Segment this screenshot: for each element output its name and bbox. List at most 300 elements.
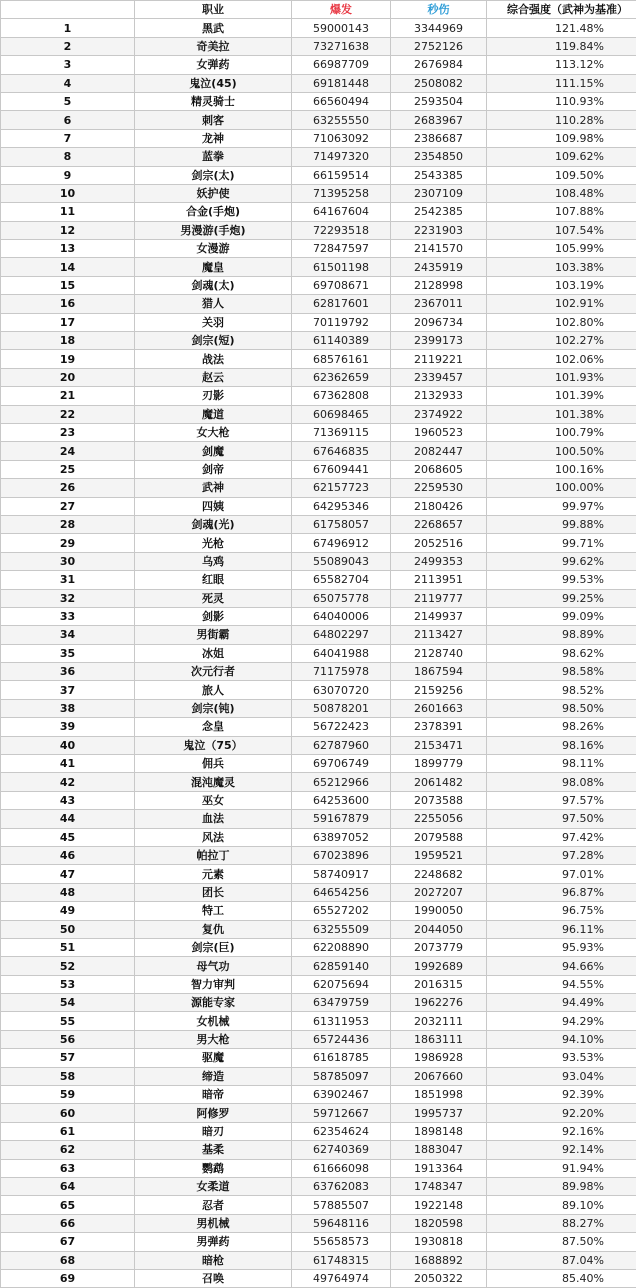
table-row (1, 699, 636, 717)
rank-cell: 30 (1, 552, 135, 570)
rank-cell: 35 (1, 644, 135, 662)
score-cell: 92.16% (487, 1122, 636, 1140)
table-row (1, 460, 636, 478)
score-cell: 97.01% (487, 865, 636, 883)
score-cell: 113.12% (487, 56, 636, 74)
class-name-cell: 赵云 (135, 368, 292, 386)
dps-cell: 1913364 (391, 1159, 487, 1177)
rank-cell: 40 (1, 736, 135, 754)
table-row (1, 111, 636, 129)
burst-cell: 71497320 (292, 148, 391, 166)
dps-cell: 1863111 (391, 1030, 487, 1048)
table-row (1, 1269, 636, 1287)
burst-cell: 62817601 (292, 295, 391, 313)
class-name-cell: 缔造 (135, 1067, 292, 1085)
burst-cell: 61618785 (292, 1049, 391, 1067)
class-name-cell: 暗刃 (135, 1122, 292, 1140)
dps-cell: 2067660 (391, 1067, 487, 1085)
table-row (1, 350, 636, 368)
dps-cell: 2268657 (391, 515, 487, 533)
rank-cell: 42 (1, 773, 135, 791)
dps-cell: 2113427 (391, 626, 487, 644)
dps-cell: 1688892 (391, 1251, 487, 1269)
burst-cell: 63255550 (292, 111, 391, 129)
dps-cell: 2354850 (391, 148, 487, 166)
burst-cell: 56722423 (292, 718, 391, 736)
table-row (1, 552, 636, 570)
burst-cell: 62075694 (292, 975, 391, 993)
score-cell: 109.98% (487, 129, 636, 147)
rank-cell: 48 (1, 883, 135, 901)
dps-cell: 2367011 (391, 295, 487, 313)
burst-cell: 62859140 (292, 957, 391, 975)
score-cell: 88.27% (487, 1214, 636, 1232)
table-row (1, 810, 636, 828)
score-cell: 102.80% (487, 313, 636, 331)
class-name-cell: 黑武 (135, 19, 292, 37)
dps-cell: 1851998 (391, 1086, 487, 1104)
table-row (1, 313, 636, 331)
score-cell: 110.93% (487, 92, 636, 110)
class-name-cell: 女弹药 (135, 56, 292, 74)
rank-cell: 26 (1, 479, 135, 497)
dps-cell: 2079588 (391, 828, 487, 846)
score-cell: 98.62% (487, 644, 636, 662)
rank-cell: 17 (1, 313, 135, 331)
score-cell: 98.11% (487, 755, 636, 773)
class-name-cell: 剑宗(钝) (135, 699, 292, 717)
rank-cell: 7 (1, 129, 135, 147)
class-name-cell: 母气功 (135, 957, 292, 975)
class-name-cell: 武神 (135, 479, 292, 497)
table-row (1, 221, 636, 239)
burst-cell: 59167879 (292, 810, 391, 828)
class-name-cell: 战法 (135, 350, 292, 368)
class-name-cell: 暗帝 (135, 1086, 292, 1104)
burst-cell: 69708671 (292, 276, 391, 294)
score-cell: 105.99% (487, 240, 636, 258)
dps-cell: 2508082 (391, 74, 487, 92)
table-row (1, 957, 636, 975)
rank-cell: 29 (1, 534, 135, 552)
table-row (1, 258, 636, 276)
table-row (1, 975, 636, 993)
rank-cell: 47 (1, 865, 135, 883)
score-cell: 89.98% (487, 1178, 636, 1196)
dps-cell: 2128740 (391, 644, 487, 662)
table-row (1, 497, 636, 515)
table-row (1, 1159, 636, 1177)
table-row (1, 755, 636, 773)
table-row (1, 938, 636, 956)
table-row (1, 515, 636, 533)
burst-cell: 67609441 (292, 460, 391, 478)
class-name-cell: 冰姐 (135, 644, 292, 662)
rank-cell: 58 (1, 1067, 135, 1085)
class-name-cell: 乌鸡 (135, 552, 292, 570)
burst-cell: 73271638 (292, 37, 391, 55)
burst-cell: 66560494 (292, 92, 391, 110)
rank-cell: 55 (1, 1012, 135, 1030)
class-name-cell: 魔皇 (135, 258, 292, 276)
class-name-cell: 男街霸 (135, 626, 292, 644)
table-row (1, 589, 636, 607)
score-cell: 96.87% (487, 883, 636, 901)
table-row (1, 1214, 636, 1232)
table-row (1, 791, 636, 809)
rank-cell: 11 (1, 203, 135, 221)
rank-cell: 59 (1, 1086, 135, 1104)
score-cell: 103.38% (487, 258, 636, 276)
class-name-cell: 忍者 (135, 1196, 292, 1214)
table-row (1, 1104, 636, 1122)
score-cell: 96.75% (487, 902, 636, 920)
class-name-cell: 女柔道 (135, 1178, 292, 1196)
table-row (1, 387, 636, 405)
burst-cell: 62354624 (292, 1122, 391, 1140)
dps-cell: 1959521 (391, 846, 487, 864)
rank-cell: 37 (1, 681, 135, 699)
rank-cell: 45 (1, 828, 135, 846)
score-cell: 98.58% (487, 663, 636, 681)
class-name-cell: 特工 (135, 902, 292, 920)
rank-cell: 8 (1, 148, 135, 166)
burst-cell: 67023896 (292, 846, 391, 864)
dps-cell: 2113951 (391, 571, 487, 589)
dps-cell: 2231903 (391, 221, 487, 239)
table-row (1, 368, 636, 386)
score-cell: 87.50% (487, 1233, 636, 1251)
class-name-cell: 蓝拳 (135, 148, 292, 166)
score-cell: 92.14% (487, 1141, 636, 1159)
rank-cell: 61 (1, 1122, 135, 1140)
class-name-cell: 剑宗(短) (135, 332, 292, 350)
rank-cell: 60 (1, 1104, 135, 1122)
burst-cell: 63255509 (292, 920, 391, 938)
rank-cell: 64 (1, 1178, 135, 1196)
table-row (1, 994, 636, 1012)
dps-cell: 1960523 (391, 423, 487, 441)
class-name-cell: 光枪 (135, 534, 292, 552)
rank-cell: 49 (1, 902, 135, 920)
rank-cell: 44 (1, 810, 135, 828)
table-row (1, 442, 636, 460)
class-name-cell: 男漫游(手炮) (135, 221, 292, 239)
rank-cell: 56 (1, 1030, 135, 1048)
class-name-cell: 混沌魔灵 (135, 773, 292, 791)
table-row (1, 295, 636, 313)
class-name-cell: 四姨 (135, 497, 292, 515)
rank-cell: 62 (1, 1141, 135, 1159)
rank-cell: 14 (1, 258, 135, 276)
dps-cell: 2141570 (391, 240, 487, 258)
rank-cell: 54 (1, 994, 135, 1012)
burst-cell: 71369115 (292, 423, 391, 441)
table-row (1, 423, 636, 441)
dps-cell: 2378391 (391, 718, 487, 736)
score-cell: 98.16% (487, 736, 636, 754)
burst-cell: 69181448 (292, 74, 391, 92)
class-name-cell: 关羽 (135, 313, 292, 331)
burst-cell: 66987709 (292, 56, 391, 74)
dps-cell: 1990050 (391, 902, 487, 920)
class-name-cell: 女机械 (135, 1012, 292, 1030)
table-row (1, 74, 636, 92)
dps-cell: 2499353 (391, 552, 487, 570)
dps-cell: 2307109 (391, 184, 487, 202)
burst-cell: 67362808 (292, 387, 391, 405)
burst-cell: 65582704 (292, 571, 391, 589)
table-row (1, 718, 636, 736)
burst-cell: 61666098 (292, 1159, 391, 1177)
class-name-cell: 鹦鹉 (135, 1159, 292, 1177)
class-name-cell: 剑宗(巨) (135, 938, 292, 956)
dps-cell: 1867594 (391, 663, 487, 681)
rank-cell: 41 (1, 755, 135, 773)
dps-cell: 2752126 (391, 37, 487, 55)
rank-cell: 53 (1, 975, 135, 993)
rank-cell: 36 (1, 663, 135, 681)
rank-cell: 24 (1, 442, 135, 460)
rank-cell: 65 (1, 1196, 135, 1214)
burst-cell: 71175978 (292, 663, 391, 681)
rank-cell: 18 (1, 332, 135, 350)
burst-cell: 71395258 (292, 184, 391, 202)
dps-cell: 3344969 (391, 19, 487, 37)
rank-cell: 19 (1, 350, 135, 368)
score-cell: 107.88% (487, 203, 636, 221)
class-name-cell: 剑魂(太) (135, 276, 292, 294)
class-name-cell: 死灵 (135, 589, 292, 607)
class-name-cell: 鬼泣(45) (135, 74, 292, 92)
class-name-cell: 基柔 (135, 1141, 292, 1159)
class-name-cell: 鬼泣（75） (135, 736, 292, 754)
rank-cell: 20 (1, 368, 135, 386)
dps-cell: 2050322 (391, 1269, 487, 1287)
dps-cell: 2339457 (391, 368, 487, 386)
dps-cell: 1898148 (391, 1122, 487, 1140)
score-cell: 98.52% (487, 681, 636, 699)
dps-cell: 2119221 (391, 350, 487, 368)
burst-cell: 58740917 (292, 865, 391, 883)
class-name-cell: 男大枪 (135, 1030, 292, 1048)
class-name-cell: 阿修罗 (135, 1104, 292, 1122)
dps-cell: 2255056 (391, 810, 487, 828)
class-name-cell: 刃影 (135, 387, 292, 405)
table-row (1, 56, 636, 74)
score-cell: 85.40% (487, 1269, 636, 1287)
class-name-cell: 风法 (135, 828, 292, 846)
burst-cell: 62787960 (292, 736, 391, 754)
rank-cell: 67 (1, 1233, 135, 1251)
score-cell: 94.29% (487, 1012, 636, 1030)
rank-cell: 23 (1, 423, 135, 441)
table-row (1, 166, 636, 184)
score-cell: 94.66% (487, 957, 636, 975)
class-name-cell: 剑影 (135, 607, 292, 625)
table-row (1, 1141, 636, 1159)
burst-cell: 64654256 (292, 883, 391, 901)
rank-cell: 3 (1, 56, 135, 74)
class-name-cell: 剑魔 (135, 442, 292, 460)
dps-cell: 2096734 (391, 313, 487, 331)
dps-cell: 2543385 (391, 166, 487, 184)
score-cell: 99.09% (487, 607, 636, 625)
score-cell: 100.16% (487, 460, 636, 478)
table-row (1, 534, 636, 552)
score-cell: 92.20% (487, 1104, 636, 1122)
class-name-cell: 旅人 (135, 681, 292, 699)
score-cell: 93.04% (487, 1067, 636, 1085)
score-cell: 110.28% (487, 111, 636, 129)
score-cell: 98.89% (487, 626, 636, 644)
class-name-cell: 妖护使 (135, 184, 292, 202)
table-row (1, 1086, 636, 1104)
class-name-cell: 魔道 (135, 405, 292, 423)
table-row (1, 148, 636, 166)
table-row (1, 571, 636, 589)
score-cell: 99.88% (487, 515, 636, 533)
dps-cell: 2593504 (391, 92, 487, 110)
rank-cell: 12 (1, 221, 135, 239)
dps-cell: 2248682 (391, 865, 487, 883)
burst-cell: 71063092 (292, 129, 391, 147)
burst-cell: 61501198 (292, 258, 391, 276)
rank-cell: 57 (1, 1049, 135, 1067)
table-row (1, 276, 636, 294)
rank-cell: 33 (1, 607, 135, 625)
score-cell: 119.84% (487, 37, 636, 55)
header-burst: 爆发 (292, 1, 391, 19)
burst-cell: 65075778 (292, 589, 391, 607)
header-class-name: 职业 (135, 1, 292, 19)
class-name-cell: 女大枪 (135, 423, 292, 441)
table-row (1, 846, 636, 864)
dps-cell: 1986928 (391, 1049, 487, 1067)
score-cell: 93.53% (487, 1049, 636, 1067)
table-row (1, 479, 636, 497)
table-row (1, 240, 636, 258)
dps-cell: 2153471 (391, 736, 487, 754)
score-cell: 99.53% (487, 571, 636, 589)
class-name-cell: 男弹药 (135, 1233, 292, 1251)
rank-cell: 43 (1, 791, 135, 809)
table-row (1, 1233, 636, 1251)
class-name-cell: 女漫游 (135, 240, 292, 258)
dps-cell: 2683967 (391, 111, 487, 129)
class-name-cell: 精灵骑士 (135, 92, 292, 110)
table-row (1, 405, 636, 423)
burst-cell: 55658573 (292, 1233, 391, 1251)
score-cell: 109.62% (487, 148, 636, 166)
rank-cell: 50 (1, 920, 135, 938)
class-name-cell: 源能专家 (135, 994, 292, 1012)
burst-cell: 70119792 (292, 313, 391, 331)
table-row (1, 1196, 636, 1214)
dps-cell: 2119777 (391, 589, 487, 607)
table-row (1, 773, 636, 791)
burst-cell: 55089043 (292, 552, 391, 570)
table-row (1, 1251, 636, 1269)
rank-cell: 16 (1, 295, 135, 313)
score-cell: 98.08% (487, 773, 636, 791)
burst-cell: 69706749 (292, 755, 391, 773)
table-row (1, 92, 636, 110)
table-row (1, 920, 636, 938)
class-name-cell: 剑魂(光) (135, 515, 292, 533)
rank-cell: 2 (1, 37, 135, 55)
burst-cell: 61140389 (292, 332, 391, 350)
score-cell: 94.55% (487, 975, 636, 993)
table-row (1, 865, 636, 883)
rank-cell: 63 (1, 1159, 135, 1177)
class-name-cell: 合金(手炮) (135, 203, 292, 221)
dps-cell: 2128998 (391, 276, 487, 294)
dps-cell: 2073588 (391, 791, 487, 809)
score-cell: 94.10% (487, 1030, 636, 1048)
dps-cell: 2601663 (391, 699, 487, 717)
dps-cell: 1820598 (391, 1214, 487, 1232)
table-row (1, 184, 636, 202)
dps-cell: 2435919 (391, 258, 487, 276)
rank-cell: 66 (1, 1214, 135, 1232)
table-row (1, 681, 636, 699)
burst-cell: 60698465 (292, 405, 391, 423)
table-row (1, 1049, 636, 1067)
table-row (1, 736, 636, 754)
score-cell: 95.93% (487, 938, 636, 956)
class-name-cell: 剑帝 (135, 460, 292, 478)
dps-cell: 2542385 (391, 203, 487, 221)
score-cell: 101.93% (487, 368, 636, 386)
dps-cell: 2061482 (391, 773, 487, 791)
score-cell: 94.49% (487, 994, 636, 1012)
score-cell: 107.54% (487, 221, 636, 239)
class-name-cell: 复仇 (135, 920, 292, 938)
rank-cell: 32 (1, 589, 135, 607)
dps-cell: 1899779 (391, 755, 487, 773)
burst-cell: 59712667 (292, 1104, 391, 1122)
score-cell: 102.27% (487, 332, 636, 350)
burst-cell: 61311953 (292, 1012, 391, 1030)
dps-cell: 2027207 (391, 883, 487, 901)
score-cell: 102.91% (487, 295, 636, 313)
table-row (1, 1178, 636, 1196)
class-name-cell: 龙神 (135, 129, 292, 147)
burst-cell: 64167604 (292, 203, 391, 221)
rank-cell: 25 (1, 460, 135, 478)
dps-cell: 1930818 (391, 1233, 487, 1251)
burst-cell: 62157723 (292, 479, 391, 497)
burst-cell: 64040006 (292, 607, 391, 625)
score-cell: 99.71% (487, 534, 636, 552)
table-row (1, 663, 636, 681)
burst-cell: 64041988 (292, 644, 391, 662)
dps-cell: 1883047 (391, 1141, 487, 1159)
dps-cell: 2068605 (391, 460, 487, 478)
class-name-cell: 血法 (135, 810, 292, 828)
burst-cell: 67496912 (292, 534, 391, 552)
rank-cell: 5 (1, 92, 135, 110)
rank-cell: 27 (1, 497, 135, 515)
burst-cell: 62208890 (292, 938, 391, 956)
rank-cell: 68 (1, 1251, 135, 1269)
dps-cell: 1922148 (391, 1196, 487, 1214)
class-name-cell: 奇美拉 (135, 37, 292, 55)
table-row (1, 129, 636, 147)
burst-cell: 67646835 (292, 442, 391, 460)
score-cell: 97.50% (487, 810, 636, 828)
